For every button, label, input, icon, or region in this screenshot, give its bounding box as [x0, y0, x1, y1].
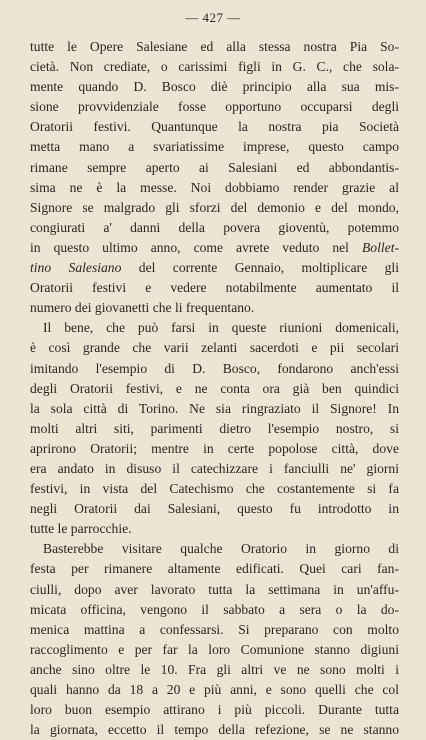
text-segment: anche sino oltre le 10. Fra gli altri ve ne sono molti i: [30, 661, 399, 677]
text-segment: festa per rimanere altamente edificati. Quei cari fan-: [30, 561, 399, 577]
text-segment: molti altri siti, parimenti dietro l'esempio nostro, si: [30, 420, 399, 436]
text-line: [30, 258, 399, 278]
text-segment: menica mattina a confessarsi. Si preparano con molto: [30, 621, 399, 637]
text-line: [30, 379, 399, 399]
text-line: [30, 580, 399, 600]
text-line: [30, 77, 399, 97]
text-line: [30, 459, 399, 479]
text-line: [30, 499, 399, 519]
text-line: [30, 97, 399, 117]
text-segment: cietà. Non crediate, o carissimi figli in G. C., che sola-: [30, 59, 399, 75]
text-line: [30, 318, 399, 338]
text-segment: era andato in disuso il catechizzare i fanciulli ne' giorni: [30, 460, 399, 476]
text-segment: aprirono Oratorii; mentre in certe popolose città, dove: [30, 440, 399, 456]
text-segment: imitando l'esempio di D. Bosco, fondarono anch'essi: [30, 360, 399, 376]
text-segment: Oratorii festivi. Quantunque la nostra pia Società: [30, 119, 399, 135]
text-line: [30, 137, 399, 157]
text-segment: numero dei giovanetti che li frequentano.: [30, 300, 255, 316]
text-line: [30, 37, 399, 57]
italic-text: tino Salesiano: [30, 260, 122, 276]
text-segment: sione provvidenziale fosse opportuno occuparsi degli: [30, 99, 399, 115]
text-line: [30, 519, 399, 539]
text-line: [30, 620, 399, 640]
text-segment: la giornata, eccetto il tempo della refezione, se ne stanno: [30, 722, 399, 738]
text-segment: è così grande che varii zelanti sacerdoti e pii secolari: [30, 340, 399, 356]
text-segment: raccoglimento e per far la loro Comunione stanno digiuni: [30, 641, 399, 657]
text-line: [30, 680, 399, 700]
text-segment: sima ne è la messe. Noi dobbiamo render grazie al: [30, 179, 399, 195]
text-line: [30, 539, 399, 559]
text-line: [30, 198, 399, 218]
paragraph: [30, 37, 399, 318]
text-segment: micata officina, vengono il sabbato a sera o la do-: [30, 601, 399, 617]
text-line: [30, 399, 399, 419]
text-line: [30, 298, 399, 318]
text-segment: Il bene, che può farsi in queste riunioni domenicali,: [43, 320, 399, 336]
text-line: [30, 117, 399, 137]
text-segment: festivi, in vista del Catechismo che costantemente si fa: [30, 481, 399, 497]
text-line: [30, 278, 399, 298]
text-segment: negli Oratorii dai Salesiani, questo fu introdotto in: [30, 501, 399, 517]
text-line: [30, 660, 399, 680]
text-segment: del corrente Gennaio, moltiplicare gli: [121, 260, 399, 276]
text-segment: mente quando D. Bosco diè principio alla sua mis-: [30, 79, 399, 95]
text-line: [30, 640, 399, 660]
body-text: [30, 37, 399, 740]
text-line: [30, 158, 399, 178]
text-line: [30, 700, 399, 720]
italic-text: Bollet-: [362, 239, 399, 255]
text-segment: tutte le Opere Salesiane ed alla stessa nostra Pia So-: [30, 39, 399, 54]
text-line: [30, 479, 399, 499]
text-line: [30, 218, 399, 238]
text-line: [30, 57, 399, 77]
text-segment: la sola città di Torino. Ne sia ringraziato il Signore! In: [30, 400, 399, 416]
text-line: [30, 238, 399, 258]
text-line: [30, 178, 399, 198]
text-segment: ciulli, dopo aver lavorato tutta la settimana in un'affu-: [30, 581, 399, 597]
text-segment: Signore se malgrado gli sforzi del demonio e del mondo,: [30, 199, 399, 215]
text-line: [30, 338, 399, 358]
text-segment: quali hanno da 18 a 20 e più anni, e sono quelli che col: [30, 682, 399, 697]
text-segment: congiurati a' danni della povera gioventù, potemmo: [30, 219, 399, 235]
text-segment: metta mano a svariatissime imprese, questo campo: [30, 139, 399, 155]
text-segment: degli Oratorii festivi, e ne conta ora già ben quindici: [30, 380, 399, 396]
paragraph: [30, 318, 399, 539]
text-line: [30, 720, 399, 740]
text-line: [30, 419, 399, 439]
text-segment: Basterebbe visitare qualche Oratorio in giorno di: [43, 541, 399, 557]
text-segment: Oratorii festivi e vedere notabilmente aumentato il: [30, 280, 399, 296]
text-line: [30, 600, 399, 620]
text-segment: in questo ultimo anno, come avrete veduto nel: [30, 239, 362, 255]
paragraph: [30, 539, 399, 740]
page-number: — 427 —: [185, 10, 241, 25]
text-line: [30, 359, 399, 379]
text-line: [30, 559, 399, 579]
text-line: [30, 439, 399, 459]
text-segment: tutte le parrocchie.: [30, 521, 132, 537]
text-segment: rimane sempre aperto ai Salesiani ed abbondantis-: [30, 159, 399, 175]
text-segment: loro buon esempio attirano i più piccoli. Durante tutta: [30, 702, 399, 718]
